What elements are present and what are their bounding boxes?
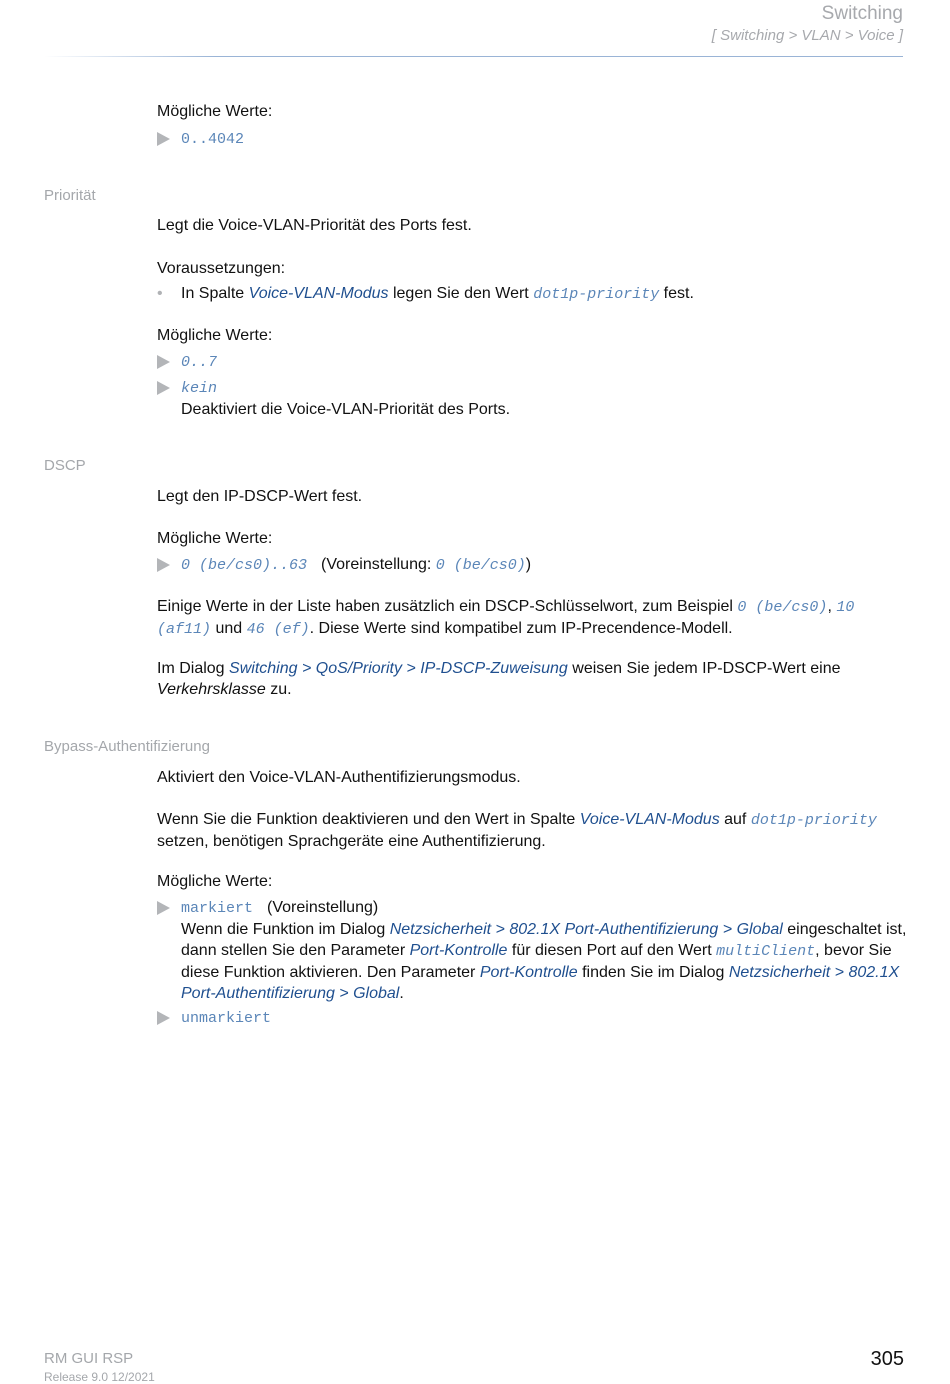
value-token: multiClient (716, 943, 816, 960)
prerequisites-heading: Voraussetzungen: (157, 260, 286, 277)
possible-values-heading: Mögliche Werte: (157, 873, 273, 890)
value-option (157, 128, 907, 150)
triangle-right-icon (157, 558, 170, 572)
value-option (157, 351, 907, 373)
value-option (157, 377, 907, 420)
possible-values-heading: Mögliche Werte: (157, 103, 273, 120)
default-value: 0 (be/cs0) (435, 557, 526, 574)
value-token: dot1p-priority (750, 812, 877, 829)
triangle-right-icon (157, 381, 170, 395)
prerequisite-item: In Spalte Voice-VLAN-Modus legen Sie den Wert dot1p-priority fest. (181, 285, 694, 303)
triangle-right-icon (157, 901, 170, 915)
value-token: markiert (181, 900, 254, 917)
possible-values-heading: Mögliche Werte: (157, 327, 273, 344)
header-divider (44, 56, 903, 57)
option-description: Wenn die Funktion im Dialog Netzsicherheit > 802.1X Port-Authentifizierung > Global eingeschaltet ist, dann stellen Sie den Parameter Port-Kontrolle für diesen Port auf den Wert multiClient, bevor Sie diese Funktion aktivieren. Den Parameter Port-Kontrolle finden Sie im Dialog Netzsicherheit > 802.1X Port-Authentifizierung > Global. (181, 921, 907, 1002)
value-token: kein (181, 380, 218, 397)
bullet-icon: • (157, 285, 163, 302)
triangle-right-icon (157, 355, 170, 369)
value-option (157, 1007, 907, 1029)
triangle-right-icon (157, 132, 170, 146)
value-token: 46 (ef) (246, 621, 310, 638)
parameter-label-bypass-authentication: Bypass-Authentifizierung (44, 738, 210, 755)
parameter-description: Aktiviert den Voice-VLAN-Authentifizierungsmodus. (157, 769, 521, 786)
parameter-link: Port-Kontrolle (409, 942, 508, 959)
page-section-title: Switching (821, 3, 903, 24)
value-range: 0 (be/cs0)..63 (181, 557, 308, 574)
dialog-link: Switching > QoS/Priority > IP-DSCP-Zuweisung (229, 660, 568, 677)
breadcrumb: [ Switching > VLAN > Voice ] (711, 27, 903, 44)
paragraph: Einige Werte in der Liste haben zusätzlich ein DSCP-Schlüsselwort, zum Beispiel 0 (be/cs0), 10 (af11) und 46 (ef). Diese Werte sind kompatibel zum IP-Precendence-Modell. (157, 598, 855, 638)
triangle-right-icon (157, 1011, 170, 1025)
value-token: dot1p-priority (533, 286, 660, 303)
column-link: Voice-VLAN-Modus (579, 811, 720, 828)
value-token: unmarkiert (181, 1010, 272, 1027)
footer-document-name: RM GUI RSP (44, 1350, 134, 1367)
parameter-label-dscp: DSCP (44, 457, 86, 474)
column-link: Voice-VLAN-Modus (248, 285, 389, 302)
option-description: Deaktiviert die Voice-VLAN-Priorität des Ports. (181, 401, 511, 418)
possible-values-heading: Mögliche Werte: (157, 530, 273, 547)
value-option: 0 (be/cs0)..63 (Voreinstellung: 0 (be/cs0)) (157, 554, 907, 576)
parameter-description: Legt den IP-DSCP-Wert fest. (157, 488, 363, 505)
value-option: markiert (Voreinstellung) Wenn die Funktion im Dialog Netzsicherheit > 802.1X Port-Authentifizierung > Global eingeschaltet ist, dann stellen Sie den Parameter Port-Kontrolle für diesen Port auf den Wert multiClient, bevor Sie diese Funktion aktivieren. Den Parameter Port-Kontrolle finden Sie im Dialog Netzsicherheit > 802.1X Port-Authentifizierung > Global. (157, 897, 907, 1004)
value-range: 0..4042 (181, 131, 245, 148)
dialog-link: Netzsicherheit > 802.1X Port-Authentifizierung > Global (389, 921, 783, 938)
parameter-link: Port-Kontrolle (479, 964, 578, 981)
page-number: 305 (870, 1348, 904, 1370)
paragraph: Im Dialog Switching > QoS/Priority > IP-DSCP-Zuweisung weisen Sie jedem IP-DSCP-Wert eine Verkehrsklasse zu. (157, 660, 841, 698)
paragraph: Wenn Sie die Funktion deaktivieren und den Wert in Spalte Voice-VLAN-Modus auf dot1p-priority setzen, benötigen Sprachgeräte eine Authentifizierung. (157, 811, 877, 850)
parameter-description: Legt die Voice-VLAN-Priorität des Ports fest. (157, 217, 472, 234)
value-token: 0 (be/cs0) (737, 599, 828, 616)
value-token: 10 (af11) (157, 599, 855, 638)
value-range: 0..7 (181, 354, 218, 371)
dialog-link: Netzsicherheit > 802.1X Port-Authentifizierung > Global (181, 964, 900, 1002)
parameter-label-priority: Priorität (44, 187, 96, 204)
footer-release: Release 9.0 12/2021 (44, 1370, 155, 1384)
